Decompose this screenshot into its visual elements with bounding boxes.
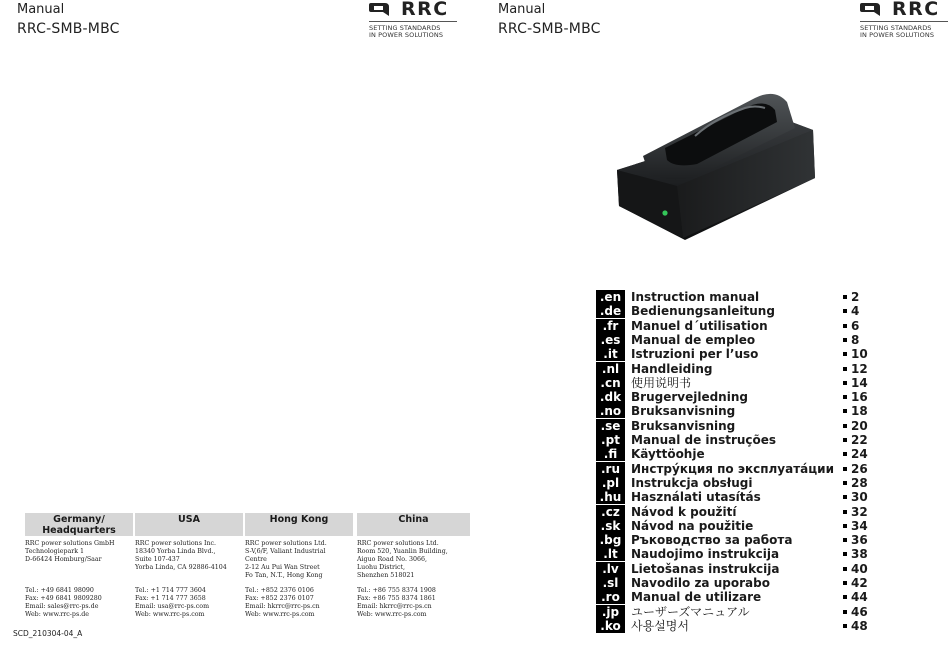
language-page-number: 10 xyxy=(851,347,868,362)
language-code: .sk xyxy=(596,519,625,533)
model-name: RRC-SMB-MBC xyxy=(17,21,120,37)
language-row xyxy=(596,533,948,547)
language-page-number: 48 xyxy=(851,618,868,633)
rrc-logo-mark-icon xyxy=(860,2,882,19)
language-page-number: 22 xyxy=(851,433,868,447)
language-row xyxy=(596,519,948,533)
bullet-icon xyxy=(843,624,847,628)
language-code: .de xyxy=(596,304,625,318)
bullet-icon xyxy=(843,367,847,371)
language-page-number: 34 xyxy=(851,518,868,533)
language-title: Návod na použitie xyxy=(631,518,754,533)
language-code: .cz xyxy=(596,505,625,519)
language-page-number: 18 xyxy=(851,404,868,419)
language-row xyxy=(596,290,948,304)
language-title: Manuel d´utilisation xyxy=(631,318,768,333)
bullet-icon xyxy=(843,452,847,456)
contact-region-header: China xyxy=(357,513,470,536)
front-cover-page xyxy=(475,0,950,660)
contact-germany xyxy=(25,513,133,618)
language-code: .no xyxy=(596,404,625,418)
battery-charger-product-photo xyxy=(605,78,825,258)
language-page-number: 46 xyxy=(851,604,868,619)
language-page-number: 12 xyxy=(851,361,868,376)
language-row xyxy=(596,347,948,361)
contact-region-header: USA xyxy=(135,513,243,536)
bullet-icon xyxy=(843,567,847,571)
language-title: 使用说明书 xyxy=(631,375,692,390)
doc-type-label: Manual xyxy=(17,2,65,17)
bullet-icon xyxy=(843,438,847,442)
contact-address: RRC power solutions Inc. 18340 Yorba Linda Blvd., Suite 107-437 Yorba Linda, CA 92886-4104 xyxy=(135,540,227,571)
language-page-number: 8 xyxy=(851,332,860,347)
language-code: .se xyxy=(596,419,625,433)
bullet-icon xyxy=(843,510,847,514)
contact-china xyxy=(357,513,470,618)
language-row xyxy=(596,333,948,347)
language-row xyxy=(596,376,948,390)
bullet-icon xyxy=(843,481,847,485)
language-row xyxy=(596,304,948,318)
document-code: SCD_210304-04_A xyxy=(13,629,83,638)
bullet-icon xyxy=(843,595,847,599)
language-code: .es xyxy=(596,333,625,347)
bullet-icon xyxy=(843,295,847,299)
language-title: Istruzioni per l’uso xyxy=(631,347,759,362)
language-page-number: 14 xyxy=(851,375,868,390)
language-page-number: 32 xyxy=(851,504,868,519)
logo-tagline-line1: SETTING STANDARDS xyxy=(860,24,932,32)
language-row xyxy=(596,619,948,633)
language-code: .jp xyxy=(596,605,625,619)
language-code: .ru xyxy=(596,462,625,476)
bullet-icon xyxy=(843,467,847,471)
language-code: .fi xyxy=(596,447,625,461)
language-page-number: 42 xyxy=(851,576,868,590)
bullet-icon xyxy=(843,409,847,413)
bullet-icon xyxy=(843,538,847,542)
language-title: Ръководство за работа xyxy=(631,533,793,548)
language-code: .ko xyxy=(596,619,625,633)
language-code: .it xyxy=(596,347,625,361)
bullet-icon xyxy=(843,495,847,499)
language-title: Návod k použití xyxy=(631,504,737,519)
bullet-icon xyxy=(843,424,847,428)
contact-usa xyxy=(135,513,243,618)
language-page-number: 28 xyxy=(851,475,868,490)
language-page-number: 30 xyxy=(851,490,868,505)
logo-tagline-line2: IN POWER SOLUTIONS xyxy=(860,31,935,39)
language-page-number: 20 xyxy=(851,418,868,433)
language-row xyxy=(596,562,948,576)
language-title: Naudojimo instrukcija xyxy=(631,547,780,562)
bullet-icon xyxy=(843,610,847,614)
language-row xyxy=(596,490,948,504)
contact-address: RRC power solutions Ltd. S-V,6/F, Valiant Industrial Centre 2-12 Au Pui Wan Street Fo Tan, N.T., Hong Kong xyxy=(245,540,327,579)
language-title: Bedienungsanleitung xyxy=(631,304,775,319)
contact-address: RRC power solutions GmbH Technologiepark 1 D-66424 Homburg/Saar xyxy=(25,540,115,563)
rrc-logo xyxy=(860,1,950,39)
language-title: Bruksanvisning xyxy=(631,418,736,433)
language-code: .sl xyxy=(596,576,625,590)
language-code: .bg xyxy=(596,533,625,547)
language-code: .lv xyxy=(596,562,625,576)
language-page-number: 38 xyxy=(851,547,868,562)
language-title: Instruction manual xyxy=(631,290,760,304)
language-page-number: 44 xyxy=(851,590,868,605)
language-code: .nl xyxy=(596,362,625,376)
language-title: Manual de utilizare xyxy=(631,590,762,605)
language-page-number: 40 xyxy=(851,561,868,576)
logo-tagline xyxy=(369,25,443,39)
language-row xyxy=(596,476,948,490)
bullet-icon xyxy=(843,338,847,342)
contact-phones: Tel.: +852 2376 0106 Fax: +852 2376 0107 Email: hkrrc@rrc-ps.cn Web: www.rrc-ps.com xyxy=(245,587,320,618)
language-row xyxy=(596,605,948,619)
bullet-icon xyxy=(843,324,847,328)
language-title: ユーザーズマニュアル xyxy=(631,604,750,619)
status-led xyxy=(662,210,667,215)
language-code: .pt xyxy=(596,433,625,447)
language-title: Handleiding xyxy=(631,361,713,376)
contact-region-header: Germany/ Headquarters xyxy=(25,513,133,536)
logo-tagline-line1: SETTING STANDARDS xyxy=(369,24,441,32)
language-code: .hu xyxy=(596,490,625,504)
language-page-number: 4 xyxy=(851,304,860,319)
language-row xyxy=(596,419,948,433)
language-title: Navodilo za uporabo xyxy=(631,576,770,590)
language-row xyxy=(596,576,948,590)
language-row xyxy=(596,447,948,461)
rrc-logo-mark-icon xyxy=(369,2,391,19)
language-row xyxy=(596,433,948,447)
language-code: .cn xyxy=(596,376,625,390)
language-row xyxy=(596,390,948,404)
language-code: .fr xyxy=(596,319,625,333)
contact-region-header: Hong Kong xyxy=(245,513,353,536)
contact-phones: Tel.: +1 714 777 3604 Fax: +1 714 777 3658 Email: usa@rrc-ps.com Web: www.rrc-ps.com xyxy=(135,587,210,618)
bullet-icon xyxy=(843,352,847,356)
language-code: .lt xyxy=(596,547,625,561)
language-code: .dk xyxy=(596,390,625,404)
bullet-icon xyxy=(843,381,847,385)
logo-divider xyxy=(369,21,457,22)
language-page-number: 2 xyxy=(851,290,860,304)
language-code: .pl xyxy=(596,476,625,490)
language-page-number: 16 xyxy=(851,390,868,405)
language-page-number: 6 xyxy=(851,318,860,333)
language-title: Instrukcja obsługi xyxy=(631,475,753,490)
language-code: .en xyxy=(596,290,625,304)
language-page-number: 24 xyxy=(851,447,868,462)
language-row xyxy=(596,362,948,376)
contact-address: RRC power solutions Ltd. Room 520, Yuanlin Building, Aiguo Road No. 3066, Luohu District, Shenzhen 518021 xyxy=(357,540,448,579)
language-row xyxy=(596,319,948,333)
bullet-icon xyxy=(843,524,847,528)
contact-phones: Tel.: +86 755 8374 1908 Fax: +86 755 8374 1861 Email: hkrrc@rrc-ps.cn Web: www.rrc-ps.com xyxy=(357,587,436,618)
language-row xyxy=(596,547,948,561)
language-row xyxy=(596,590,948,604)
rrc-logo xyxy=(369,1,459,39)
logo-tagline xyxy=(860,25,934,39)
language-page-number: 26 xyxy=(851,461,868,476)
doc-type-label: Manual xyxy=(498,2,546,17)
model-name: RRC-SMB-MBC xyxy=(498,21,601,37)
language-title: Manual de empleo xyxy=(631,332,756,347)
language-row xyxy=(596,505,948,519)
language-title: Bruksanvisning xyxy=(631,404,736,419)
bullet-icon xyxy=(843,552,847,556)
logo-tagline-line2: IN POWER SOLUTIONS xyxy=(369,31,444,39)
language-title: Lietošanas instrukcija xyxy=(631,561,780,576)
bullet-icon xyxy=(843,395,847,399)
bullet-icon xyxy=(843,581,847,585)
language-page-number: 36 xyxy=(851,533,868,548)
logo-divider xyxy=(860,21,948,22)
language-title: Használati utasítás xyxy=(631,490,761,505)
language-title: Käyttöohje xyxy=(631,447,705,462)
language-title: Brugervejledning xyxy=(631,390,748,405)
logo-wordmark: RRC xyxy=(892,0,940,20)
contact-hong-kong xyxy=(245,513,353,618)
language-row xyxy=(596,462,948,476)
language-row xyxy=(596,404,948,418)
language-title: Manual de instruções xyxy=(631,433,777,447)
language-code: .ro xyxy=(596,590,625,604)
language-title: Инстрýкция по эксплуатáции xyxy=(631,461,834,476)
language-title: 사용설명서 xyxy=(631,618,689,633)
bullet-icon xyxy=(843,309,847,313)
logo-wordmark: RRC xyxy=(401,0,449,20)
contact-phones: Tel.: +49 6841 98090 Fax: +49 6841 9809280 Email: sales@rrc-ps.de Web: www.rrc-ps.de xyxy=(25,587,102,618)
